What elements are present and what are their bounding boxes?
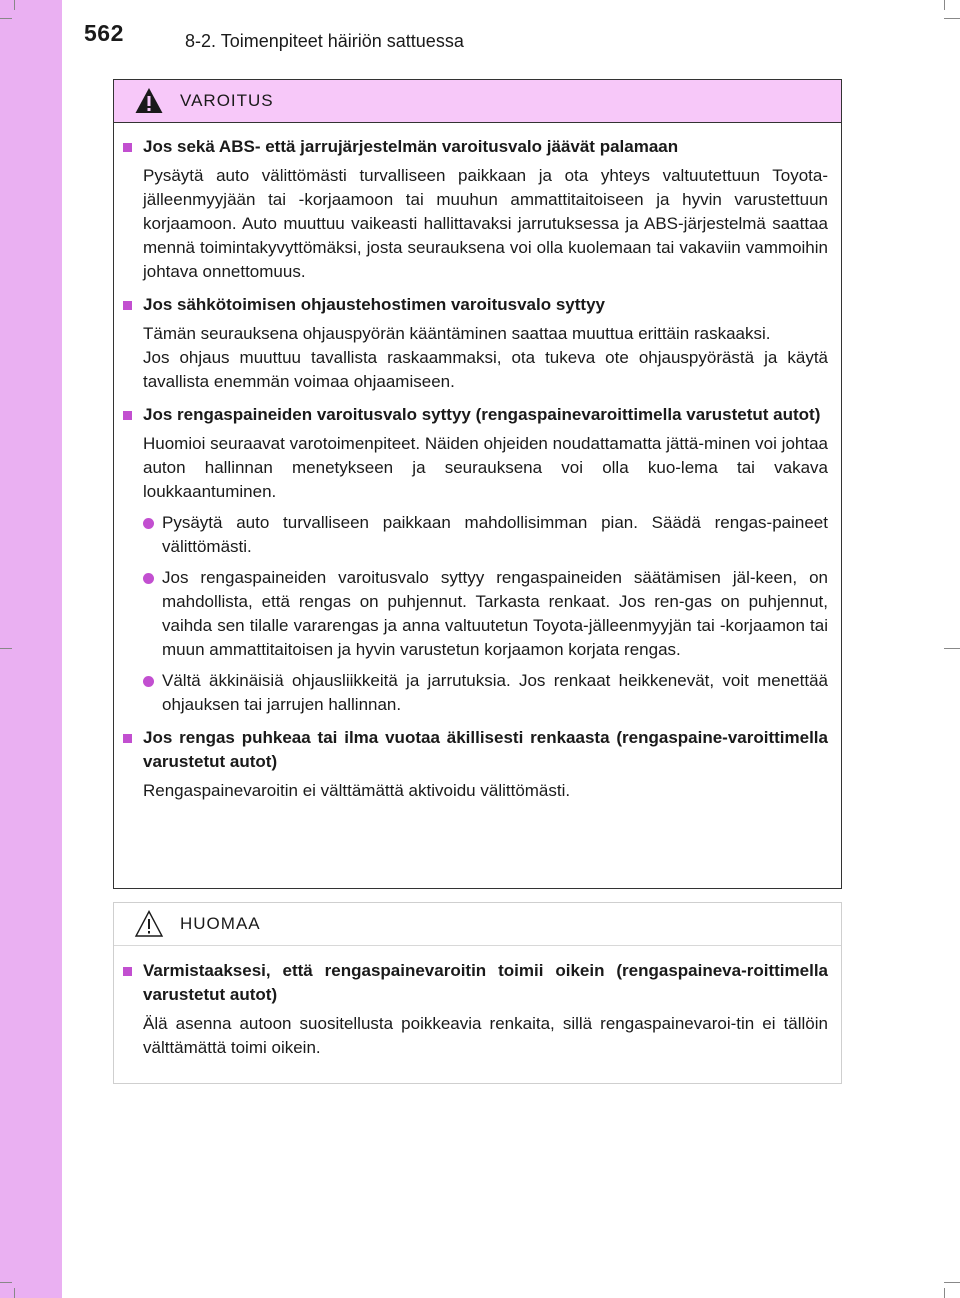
notice-box (113, 902, 842, 1084)
heading-text: Jos sekä ABS- että jarrujärjestelmän varoitusvalo jäävät palamaan (143, 137, 679, 156)
paragraph: Älä asenna autoon suositellusta poikkeavia renkaita, sillä rengaspainevaroi-tin ei tällöin välttämättä toimi oikein. (143, 1014, 828, 1057)
paragraph: Huomioi seuraavat varotoimenpiteet. Näiden ohjeiden noudattamatta jättä-minen voi johtaa auton hallinnan menetykseen ja seurauksena voi olla kuo-lema tai vakava loukkaantuminen. (143, 434, 828, 501)
section-heading (121, 403, 828, 427)
square-bullet-icon (123, 411, 132, 420)
dot-bullet-icon (143, 676, 154, 687)
warning-box (113, 79, 842, 889)
square-bullet-icon (123, 734, 132, 743)
list-item-text: Jos rengaspaineiden varoitusvalo syttyy rengaspaineiden säätämisen jäl-keen, on mahdollista, että rengas on puhjennut. Tarkasta renkaat. Jos ren-gas on puhjennut, vaihda sen tilalle vararengas ja anna valtuutetun Toyota-jälleenmyyjän tai -korjaamon tai muun ammattitaitoisen ja hyvin varustetun korjaamon korjata rengas. (162, 568, 828, 659)
square-bullet-icon (123, 967, 132, 976)
section-title: 8-2. Toimenpiteet häiriön sattuessa (185, 31, 464, 51)
heading-text: Jos sähkötoimisen ohjaustehostimen varoitusvalo syttyy (143, 295, 605, 314)
list-item-text: Pysäytä auto turvalliseen paikkaan mahdollisimman pian. Säädä rengas-paineet välittömästi. (162, 513, 828, 556)
list-item (121, 566, 828, 662)
crop-mark (0, 1282, 12, 1283)
notice-header (114, 903, 841, 946)
warning-section (121, 135, 828, 284)
page-number: 562 (84, 20, 124, 46)
crop-mark (944, 1282, 960, 1283)
heading-text: Jos rengas puhkeaa tai ilma vuotaa äkillisesti renkaasta (rengaspaine-varoittimella varustetut autot) (143, 728, 828, 771)
paragraph: Jos ohjaus muuttuu tavallista raskaammaksi, ota tukeva ote ohjauspyörästä ja käytä tavallista enemmän voimaa ohjaamiseen. (143, 348, 828, 391)
paragraph: Tämän seurauksena ohjauspyörän kääntäminen saattaa muuttua erittäin raskaaksi. (143, 324, 771, 343)
warning-header (114, 80, 841, 123)
crop-mark (944, 648, 960, 649)
crop-mark (0, 648, 12, 649)
crop-mark (14, 1288, 15, 1298)
chapter-color-strip (0, 0, 62, 1298)
list-item (121, 669, 828, 717)
section-heading (121, 135, 828, 159)
square-bullet-icon (123, 301, 132, 310)
section-heading (121, 959, 828, 1007)
warning-title: VAROITUS (180, 91, 274, 110)
heading-text: Varmistaaksesi, että rengaspainevaroitin toimii oikein (rengaspaineva-roittimella varustetut autot) (143, 961, 828, 1004)
list-item (121, 511, 828, 559)
list-item-text: Vältä äkkinäisiä ohjausliikkeitä ja jarrutuksia. Jos renkaat heikkenevät, voit menettää ohjauksen tai jarrujen hallinnan. (162, 671, 828, 714)
crop-mark (944, 0, 945, 10)
section-heading (121, 293, 828, 317)
notice-title: HUOMAA (180, 914, 261, 933)
crop-mark (944, 1288, 945, 1298)
warning-section (121, 293, 828, 394)
dot-bullet-icon (143, 518, 154, 529)
section-heading (121, 726, 828, 774)
heading-text: Jos rengaspaineiden varoitusvalo syttyy (rengaspainevaroittimella varustetut autot) (143, 405, 821, 424)
notice-section (121, 959, 828, 1060)
warning-section (121, 726, 828, 803)
notice-body (114, 946, 841, 1060)
crop-mark (944, 18, 960, 19)
warning-icon (134, 86, 164, 116)
warning-body (114, 123, 841, 803)
caution-outline-icon (134, 909, 164, 939)
crop-mark (0, 18, 12, 19)
paragraph: Rengaspainevaroitin ei välttämättä aktivoidu välittömästi. (143, 781, 571, 800)
square-bullet-icon (123, 143, 132, 152)
paragraph: Pysäytä auto välittömästi turvalliseen paikkaan ja ota yhteys valtuutettuun Toyota-jälleenmyyjään tai -korjaamoon tai muuhun ammattitaitoiseen ja hyvin varustettuun korjaamoon. Auto muuttuu vaikeasti hallittavaksi jarrutuksessa ja ABS-järjestelmä saattaa mennä toimintakyvyttömäksi, josta seurauksena voi olla kuolemaan tai vakaviin vammoihin johtava onnettomuus. (143, 166, 828, 281)
warning-section (121, 403, 828, 717)
crop-mark (14, 0, 15, 10)
dot-bullet-icon (143, 573, 154, 584)
